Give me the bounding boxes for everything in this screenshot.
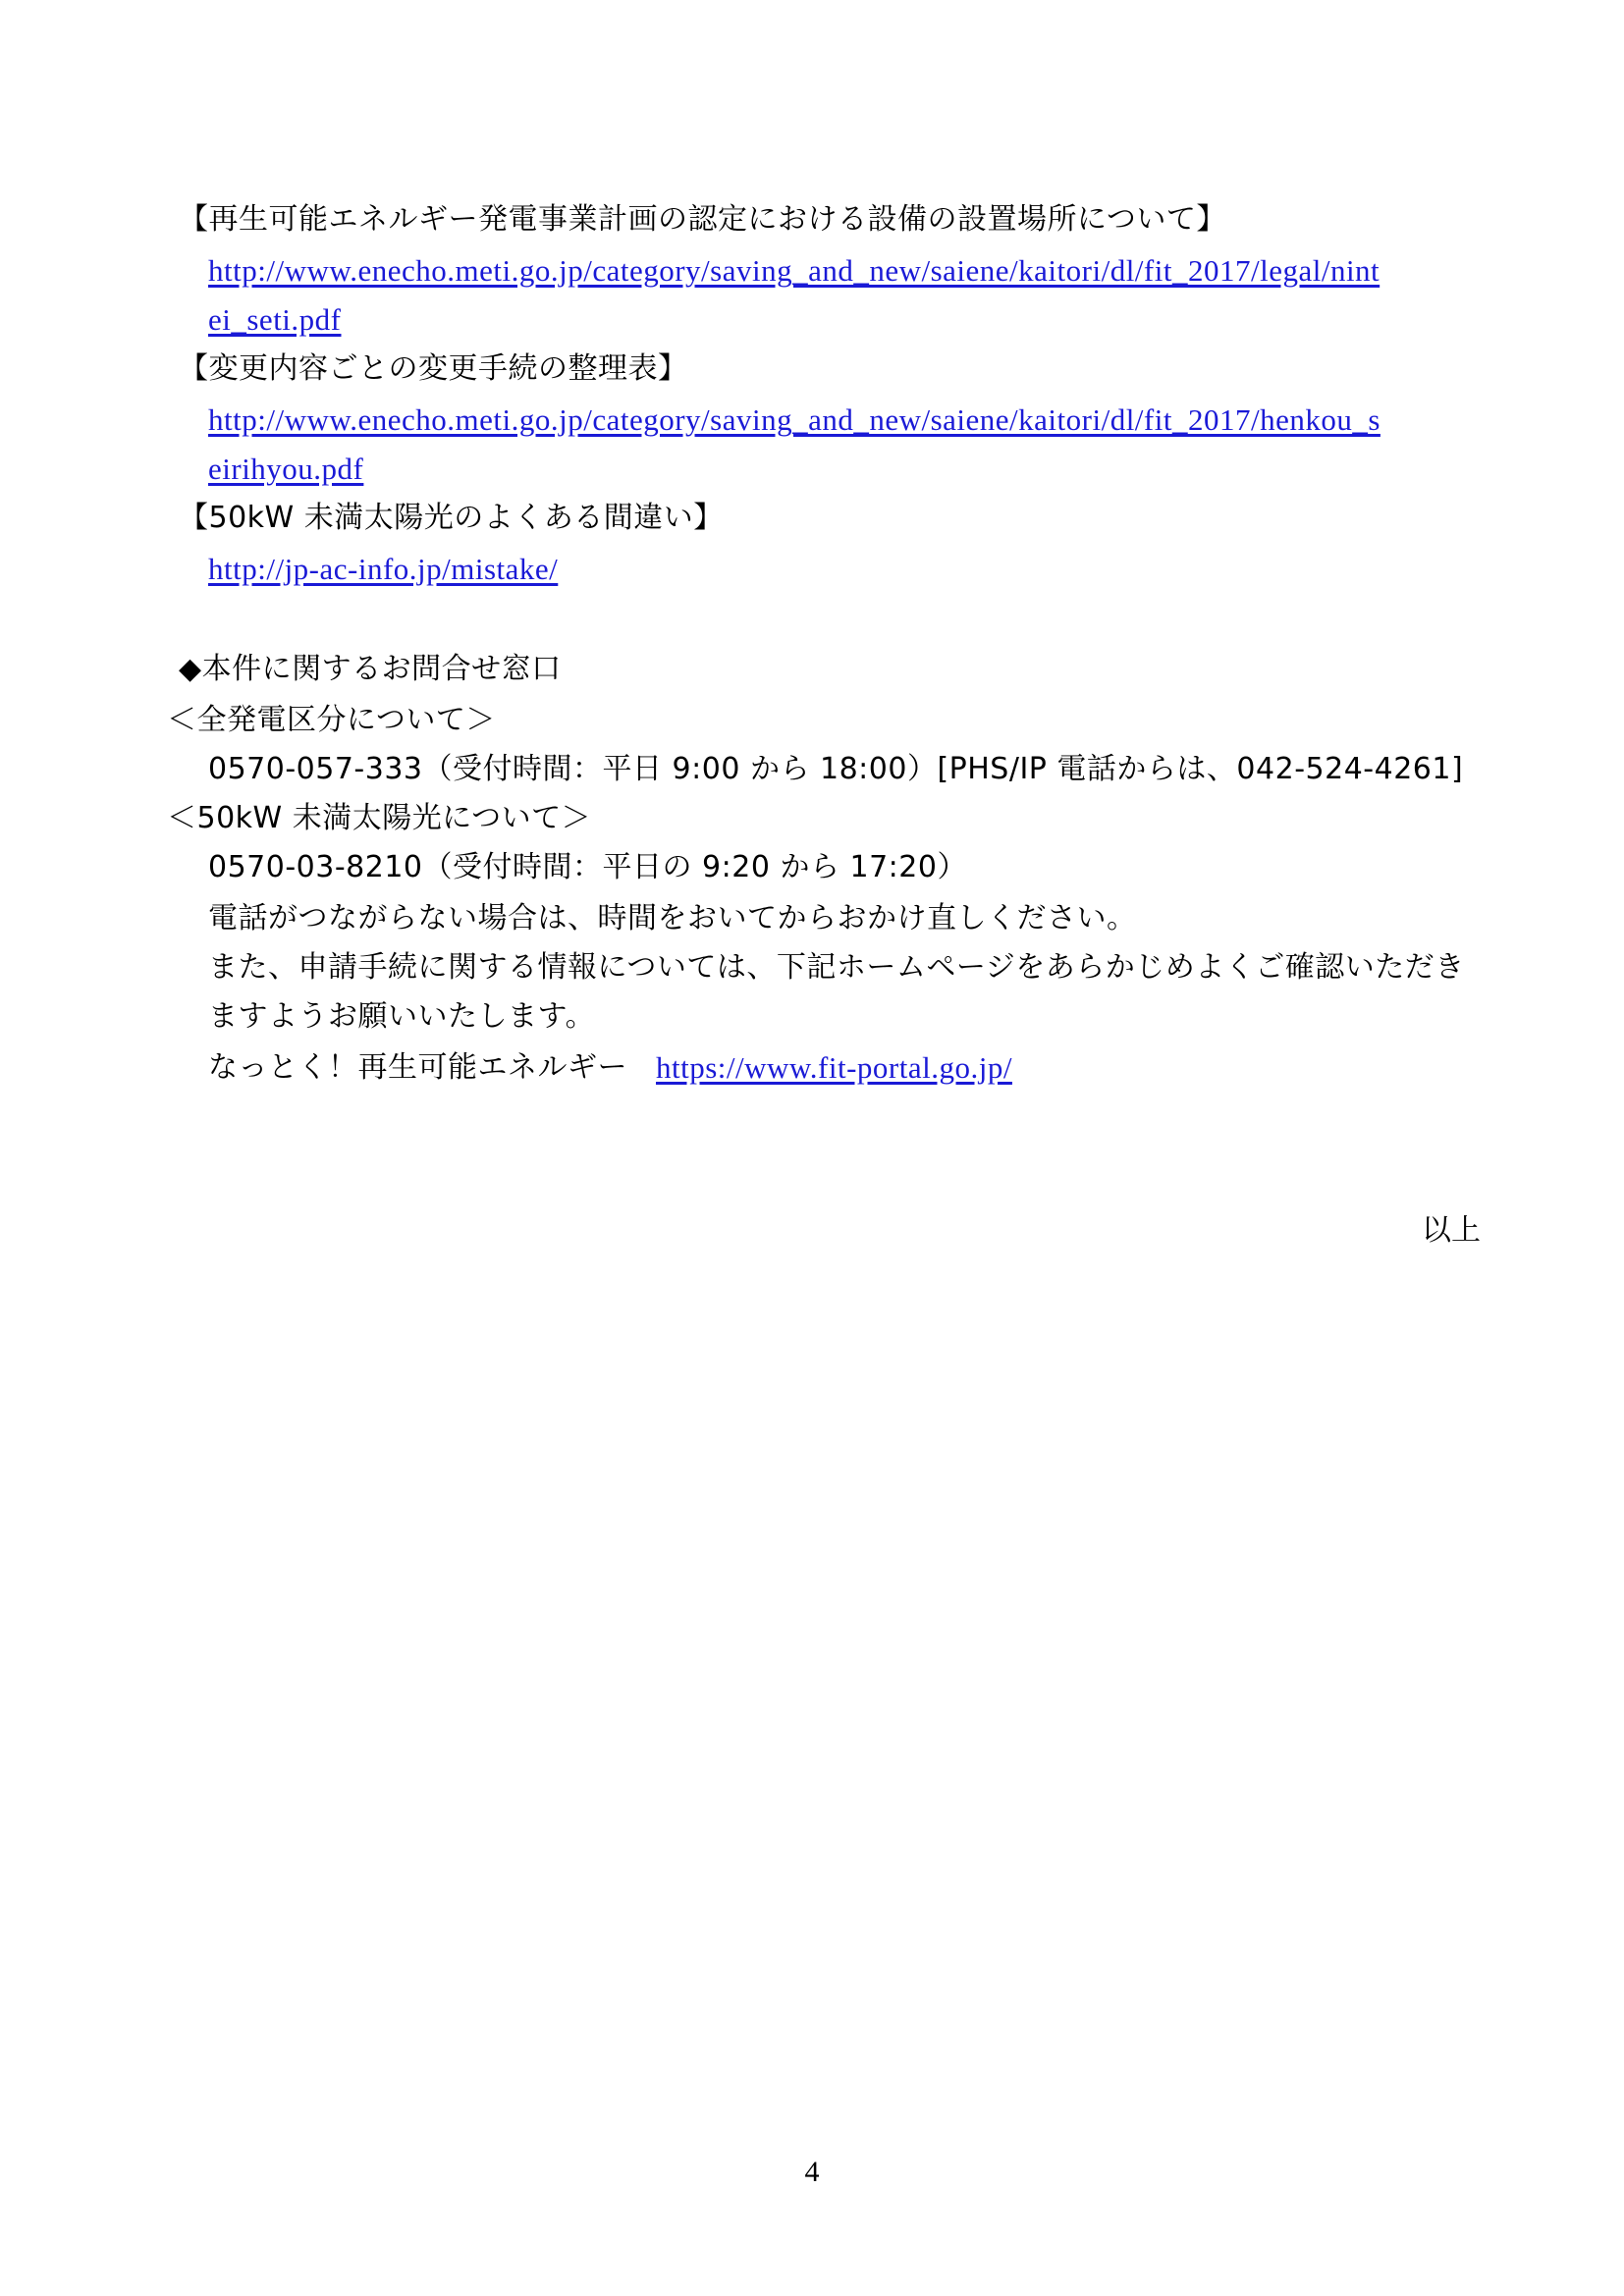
- link-installation-location-line1[interactable]: http://www.enecho.meti.go.jp/category/saving_and_new/saiene/kaitori/dl/fit_2017/legal/nint: [208, 253, 1380, 288]
- heading-common-mistakes: 【50kW 未満太陽光のよくある間違い】: [179, 501, 724, 535]
- heading-change-procedures: 【変更内容ごとの変更手続の整理表】: [179, 351, 688, 386]
- contact-title: ◆本件に関するお問合せ窓口: [179, 652, 562, 686]
- note-check-homepage-line1: また、申請手続に関する情報については、下記ホームページをあらかじめよくご確認いただき: [208, 950, 1465, 985]
- page-number: 4: [804, 2156, 820, 2188]
- closing-text: 以上: [1422, 1213, 1481, 1248]
- link-change-procedures-line1[interactable]: http://www.enecho.meti.go.jp/category/saving_and_new/saiene/kaitori/dl/fit_2017/henkou_s: [208, 402, 1380, 437]
- solar-heading: ＜50kW 未満太陽光について＞: [167, 801, 592, 835]
- all-sources-phone: 0570-057-333（受付時間：平日 9:00 から 18:00）[PHS/IP 電話からは、042-524-4261]: [208, 752, 1464, 786]
- note-check-homepage-line2: ますようお願いいたします。: [208, 999, 596, 1034]
- note-call-again: 電話がつながらない場合は、時間をおいてからおかけ直しください。: [208, 901, 1137, 935]
- solar-phone: 0570-03-8210（受付時間：平日の 9:20 から 17:20）: [208, 850, 967, 884]
- heading-installation-location: 【再生可能エネルギー発電事業計画の認定における設備の設置場所について】: [179, 202, 1226, 237]
- link-common-mistakes[interactable]: http://jp-ac-info.jp/mistake/: [208, 552, 559, 586]
- link-installation-location-line2[interactable]: ei_seti.pdf: [208, 302, 342, 337]
- link-fit-portal[interactable]: https://www.fit-portal.go.jp/: [656, 1050, 1012, 1085]
- portal-label: なっとく！再生可能エネルギー: [208, 1050, 627, 1085]
- link-change-procedures-line2[interactable]: eirihyou.pdf: [208, 452, 364, 486]
- all-sources-heading: ＜全発電区分について＞: [167, 703, 496, 737]
